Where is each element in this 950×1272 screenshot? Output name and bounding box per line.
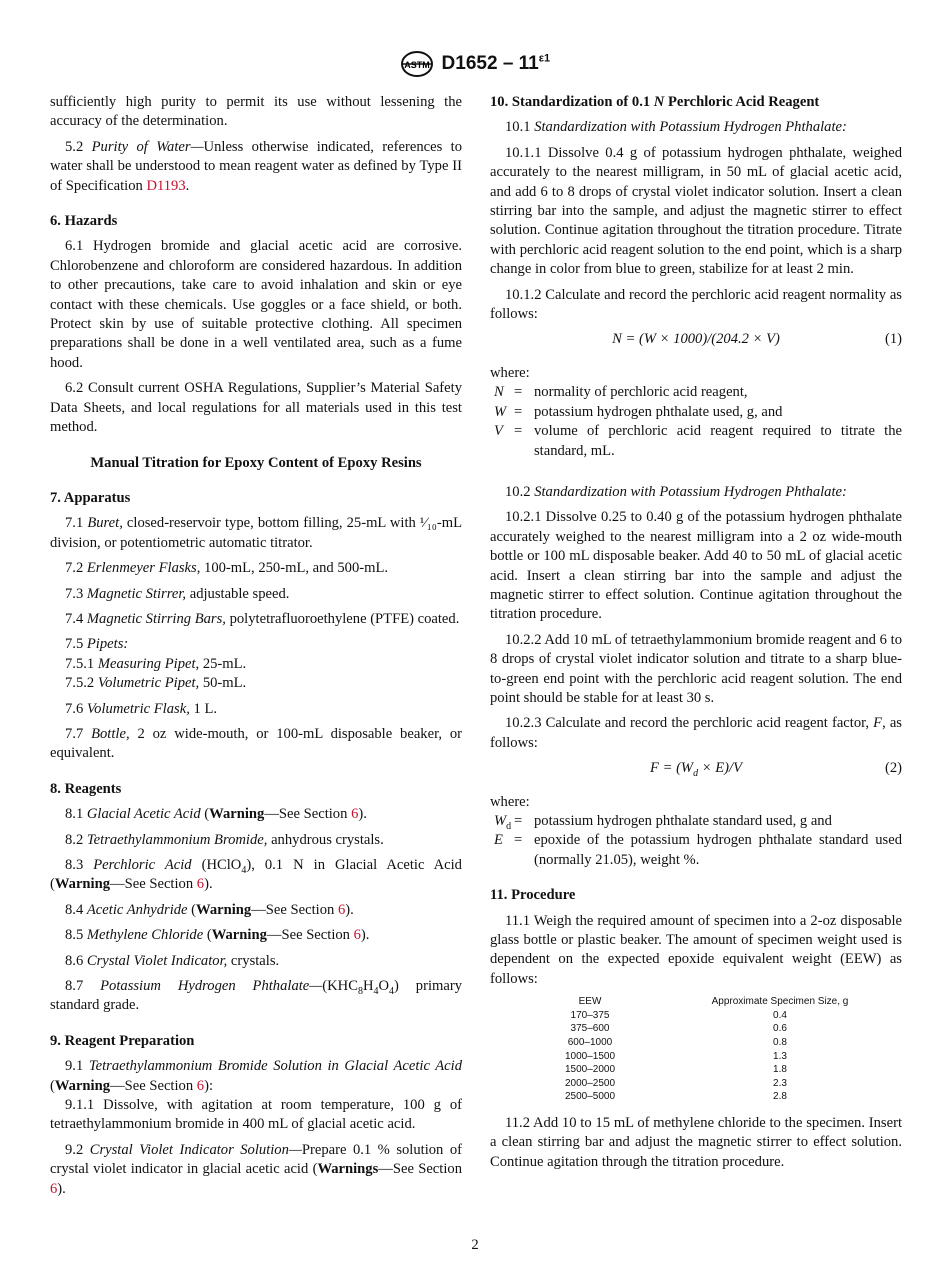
variable-description: volume of perchloric acid reagent required to titrate the standard, mL. [534, 423, 902, 459]
table-cell: 2000–2500 [564, 1077, 616, 1089]
paragraph [490, 714, 902, 753]
text-run: 9. Reagent Preparation [50, 1032, 195, 1049]
paragraph [490, 508, 902, 624]
variable-definition [490, 812, 902, 831]
table-cell: 2500–5000 [564, 1091, 616, 1103]
text-run: 5.2 [65, 138, 92, 155]
variable-symbol [490, 422, 514, 461]
text-run: —See Section [264, 806, 352, 823]
table-cell: 1500–2000 [564, 1064, 616, 1076]
variable-symbol [490, 812, 514, 831]
cross-reference-link[interactable]: 6 [353, 927, 361, 944]
paragraph [50, 559, 462, 578]
paragraph [50, 93, 462, 132]
table-row [520, 1063, 900, 1077]
paragraph [490, 1114, 902, 1172]
text-run: 11.1 Weigh the required amount of specimen into a 2-oz disposable glass bottle or plastic beaker. The amount of specimen weight used is dependent on the expected epoxide equivalent weight (EEW) as follows: [490, 912, 902, 987]
text-run: d [693, 768, 699, 780]
text-run: ). [57, 1180, 66, 1197]
text-run: 7.4 [65, 610, 87, 627]
paragraph [490, 793, 902, 812]
text-run: 7.2 [65, 560, 87, 577]
svg-text:ASTM: ASTM [404, 60, 430, 70]
text-run: 7.1 [65, 515, 88, 532]
cross-reference-link[interactable]: 6 [196, 1077, 205, 1094]
text-run: 11. Procedure [490, 887, 576, 904]
text-run: 4 [241, 864, 247, 876]
paragraph [50, 856, 462, 895]
text-run: Volumetric Flask, [86, 700, 190, 717]
symbol-text: W [494, 813, 507, 829]
variable-description: epoxide of the potassium hydrogen phthalate standard used (normally 21.05), weight %. [534, 832, 902, 868]
text-run: Standardization with Potassium Hydrogen Phthalate: [534, 483, 847, 500]
variable-definition [490, 383, 902, 402]
text-run: 10.1 [505, 119, 535, 136]
table-cell: 600–1000 [567, 1037, 613, 1049]
paragraph [50, 138, 462, 196]
text-run: 9.1 [65, 1058, 89, 1075]
section-heading [490, 886, 902, 905]
text-run: Standardization with Potassium Hydrogen Phthalate: [534, 119, 847, 136]
text-run: 9.1.1 Dissolve, with agitation at room temperature, 100 g of tetraethylammonium bromide in 400 mL of glacial acetic acid. [50, 1097, 462, 1133]
text-run: Crystal Violet Indicator Solution— [89, 1141, 302, 1158]
paragraph [50, 725, 462, 764]
variable-description: potassium hydrogen phthalate used, g, and [534, 403, 783, 420]
text-run: 25-mL. [199, 655, 247, 672]
right-column [490, 93, 902, 1178]
text-run: anhydrous crystals. [267, 831, 384, 848]
text-run: ). [358, 806, 367, 823]
text-run: Methylene Chloride [86, 927, 204, 944]
text-run: 1 L. [189, 700, 218, 717]
text-run: —See Section [110, 1077, 197, 1094]
text-run: —See Section [266, 927, 354, 944]
text-run: 7.3 [65, 585, 87, 602]
paragraph [50, 237, 462, 373]
text-run: Warning [54, 1077, 111, 1094]
text-run: 10.2.2 Add 10 mL of tetraethylammonium bromide reagent and 6 to 8 drops of crystal violet indicator solution and titrate to a sharp blue-to-green end point with the perchloric acid reagent solution. The end point should be stable for at least 30 s. [490, 631, 902, 706]
symbol-subscript: d [506, 820, 512, 832]
text-run: N = (W × 1000)/(204.2 × V) [612, 331, 780, 348]
text-run: Magnetic Stirrer, [86, 585, 187, 602]
text-run: Warning [211, 927, 267, 944]
text-run: Unless otherwise indicated, references to water shall be understood to mean reagent water as defined by Type II of Specification [50, 138, 462, 194]
column-header: EEW [578, 996, 602, 1008]
text-run: —See Section [251, 901, 338, 918]
section-heading [490, 93, 902, 112]
table-row [520, 1077, 900, 1091]
paragraph [50, 610, 462, 629]
table-row [520, 1090, 900, 1104]
text-run: where: [490, 793, 530, 810]
text-run: H [362, 978, 374, 995]
equals-sign: = [514, 403, 523, 420]
text-run: Purity of Water— [91, 138, 204, 155]
text-run: ( [203, 927, 212, 944]
text-run: ). [360, 927, 370, 944]
table-cell: 2.8 [773, 1091, 787, 1103]
table-cell: 0.6 [773, 1023, 787, 1035]
text-run: Warning [209, 806, 265, 823]
text-run: Tetraethylammonium Bromide Solution in Glacial Acetic Acid [88, 1058, 462, 1075]
paragraph [50, 901, 462, 920]
text-run: Erlenmeyer Flasks, [86, 560, 201, 577]
paragraph [490, 286, 902, 325]
cross-reference-link[interactable]: 6 [196, 876, 205, 893]
table-row [520, 1036, 900, 1050]
cross-reference-link[interactable]: 6 [351, 806, 359, 823]
text-run: F = (W [650, 760, 694, 777]
table-cell: 0.4 [773, 1009, 787, 1021]
table-cell: 2.3 [773, 1077, 787, 1089]
equation-number: (1) [884, 331, 902, 348]
variable-symbol [490, 403, 514, 422]
section-heading [50, 1032, 462, 1051]
equals-sign: = [514, 813, 523, 829]
column-header: Approximate Specimen Size, g [711, 996, 849, 1008]
text-run: , as follows: [490, 715, 902, 751]
paragraph [50, 379, 462, 437]
text-run: closed-reservoir type, bottom filling, 25-mL with ¹⁄₁₀-mL division, or potentiometric automatic titrator. [50, 515, 462, 551]
text-run: Warnings [317, 1161, 379, 1178]
paragraph [50, 655, 462, 674]
text-run: 7.5.2 [65, 675, 98, 692]
paragraph [490, 483, 902, 502]
paragraph [50, 514, 462, 553]
paragraph [50, 952, 462, 971]
symbol-text: N [494, 384, 504, 401]
text-run: 7.5 [65, 636, 87, 653]
text-run: where: [490, 364, 530, 381]
paragraph [490, 631, 902, 709]
table-row [520, 1009, 900, 1023]
paragraph [50, 700, 462, 719]
text-run: ) primary standard grade. [50, 978, 462, 1014]
text-run: Manual Titration for Epoxy Content of Epoxy Resins [90, 454, 422, 471]
paragraph [50, 1096, 462, 1135]
text-run: 6. Hazards [50, 213, 118, 230]
page-number: 2 [471, 1237, 479, 1253]
cross-reference-link[interactable]: 6 [337, 901, 346, 918]
symbol-text: E [494, 832, 503, 849]
section-heading [50, 454, 462, 473]
text-run: Warning [196, 901, 252, 918]
paragraph [50, 926, 462, 945]
designation-epsilon: ε1 [538, 52, 551, 65]
paragraph [490, 364, 902, 383]
text-run: Pipets: [86, 636, 129, 653]
text-run: sufficiently high purity to permit its use without lessening the accuracy of the determination. [50, 94, 462, 130]
variable-symbol [490, 383, 514, 402]
table-cell: 0.8 [773, 1037, 787, 1049]
text-run: 8.1 [65, 806, 87, 823]
paragraph [490, 912, 902, 990]
text-run: 100-mL, 250-mL, and 500-mL. [200, 560, 389, 577]
equals-sign: = [514, 384, 523, 401]
table-cell: 1.3 [773, 1050, 787, 1062]
paragraph [490, 118, 902, 137]
text-run: Tetraethylammonium Bromide, [86, 831, 268, 848]
table-cell: 170–375 [570, 1009, 610, 1021]
text-run: 8 [357, 985, 363, 997]
text-run: 7.6 [65, 700, 87, 717]
variable-definition [490, 403, 902, 422]
text-run: ( [200, 806, 210, 823]
paragraph [50, 805, 462, 824]
text-run: 9.2 [65, 1141, 90, 1158]
paragraph [50, 1057, 462, 1096]
specimen-size-table [520, 995, 900, 1104]
text-run: polytetrafluoroethylene (PTFE) coated. [225, 610, 460, 627]
text-run: N [653, 94, 665, 110]
text-run: Crystal Violet Indicator, [86, 952, 228, 969]
text-run: 11.2 Add 10 to 15 mL of methylene chloride to the specimen. Insert a clean stirring bar and adjust the magnetic stirrer to effect solution. Continue agitation through the titration procedure. [490, 1115, 902, 1170]
text-run: ( [50, 1077, 55, 1094]
cross-reference-link[interactable]: 6 [50, 1180, 58, 1197]
equation [490, 330, 902, 349]
text-run: Potassium Hydrogen Phthalate— [100, 978, 323, 995]
equation-number: (2) [884, 760, 902, 777]
text-run: ( [187, 901, 197, 918]
table-cell: 1.8 [773, 1064, 787, 1076]
text-run: (KHC [322, 978, 358, 995]
text-run: 10.1.1 Dissolve 0.4 g of potassium hydrogen phthalate, weighed accurately to the nearest milligram, in 50 mL of glacial acetic acid, and add 6 to 8 drops of crystal violet indicator solution. Insert a clean stirring bar into the sample, and adjust the magnetic stirrer to effect solution. Continue agitation throughout the titration procedure. Titrate with perchloric acid reagent solution to the end point, which is a sharp change in color from blue to green, stabilize for at least 2 min. [490, 144, 902, 278]
text-run: 10.2.1 Dissolve 0.25 to 0.40 g of the potassium hydrogen phthalate accurately weighed to the nearest milligram into a 2 oz wide-mouth bottle or 100 mL disposable beaker. Add 40 to 50 mL of glacial acetic acid. Insert a clean stirring bar into the sample and adjust the magnetic stirrer to effect solution. Continue agitation throughout the titration procedure. [490, 509, 902, 623]
text-run: Glacial Acetic Acid [86, 806, 201, 823]
text-run: 8.5 [65, 927, 87, 944]
text-run: Bottle, [91, 725, 130, 742]
paragraph [50, 674, 462, 693]
variable-definitions [490, 812, 902, 870]
text-run: 8.3 [65, 857, 94, 873]
text-run: adjustable speed. [186, 585, 290, 602]
text-run: —See Section [110, 876, 197, 893]
text-run: 2 oz wide-mouth, or 100-mL disposable beaker, or equivalent. [50, 725, 462, 762]
section-heading [50, 780, 462, 799]
symbol-text: W [494, 403, 507, 420]
text-run: —See Section [378, 1161, 462, 1178]
astm-logo-icon [400, 50, 434, 78]
text-run: Magnetic Stirring Bars, [86, 610, 226, 627]
text-run: 8. Reagents [50, 780, 122, 797]
variable-definition [490, 831, 902, 870]
table-cell: 375–600 [570, 1023, 610, 1035]
text-run: 4 [389, 985, 395, 997]
table-header-row [520, 995, 900, 1009]
text-run: Warning [54, 876, 111, 893]
variable-symbol [490, 831, 514, 870]
text-run: 10.2.3 Calculate and record the perchloric acid reagent factor, [505, 715, 874, 732]
text-run: Acetic Anhydride [86, 901, 188, 918]
text-run: 10. Standardization of 0.1 [490, 94, 654, 110]
cross-reference-link[interactable]: D1193 [146, 177, 186, 194]
paragraph [50, 831, 462, 850]
text-run: 6.2 Consult current OSHA Regulations, Supplier’s Material Safety Data Sheets, and local regulations for all materials used in this test method. [50, 380, 462, 436]
text-run: (HClO [191, 857, 242, 873]
text-run: ), 0.1 N in Glacial Acetic Acid ( [50, 857, 462, 893]
text-run: 7.7 [65, 725, 92, 742]
equals-sign: = [514, 423, 523, 440]
text-run: 8.7 [65, 978, 101, 995]
paragraph [490, 144, 902, 280]
table-row [520, 1022, 900, 1036]
left-column [50, 93, 462, 1205]
table-row [520, 1050, 900, 1064]
text-run: crystals. [227, 952, 280, 969]
variable-definitions [490, 383, 902, 461]
designation-number: D1652 – 11 [441, 53, 539, 75]
text-run: 7. Apparatus [50, 489, 131, 506]
section-heading [50, 489, 462, 508]
text-run: 7.5.1 [65, 655, 98, 672]
section-heading [50, 212, 462, 231]
text-run: 6.1 Hydrogen bromide and glacial acetic acid are corrosive. Chlorobenzene and chloroform are considered hazardous. In addition to other precautions, take care to avoid inhalation and skin or eye contact with these chemicals. Use goggles or a face shield, or both. Protect skin by use of suitable protective clothing. All specimen preparations shall be done in a well ventilated area, such as a fume hood. [50, 238, 462, 371]
text-run: 50-mL. [199, 675, 247, 692]
designation [442, 54, 551, 73]
text-run: 10.2 [505, 483, 535, 500]
symbol-text: V [494, 423, 503, 440]
text-run: Perchloric Acid Reagent [664, 94, 820, 110]
text-run: × E)/V [698, 760, 742, 777]
text-run: 8.6 [65, 952, 87, 969]
equals-sign: = [514, 832, 523, 849]
text-run: ). [204, 876, 213, 893]
text-run: Buret, [87, 515, 123, 532]
text-run: Perchloric Acid [93, 857, 192, 873]
variable-description: normality of perchloric acid reagent, [534, 384, 748, 401]
text-run: 8.4 [65, 901, 87, 918]
text-run: ). [345, 901, 354, 918]
paragraph [50, 977, 462, 1016]
text-run: 10.1.2 Calculate and record the perchloric acid reagent normality as follows: [490, 286, 902, 323]
text-run: Prepare 0.1 % solution of crystal violet indicator in glacial acetic acid ( [50, 1141, 462, 1178]
text-run: F [873, 715, 883, 732]
text-run: 8.2 [65, 831, 87, 848]
document-header [0, 50, 950, 78]
paragraph [50, 585, 462, 604]
equation [490, 759, 902, 778]
table-cell: 1000–1500 [564, 1050, 616, 1062]
text-run: O [378, 978, 390, 995]
text-run: ): [204, 1077, 213, 1094]
variable-description: potassium hydrogen phthalate standard used, g and [534, 813, 832, 829]
paragraph [50, 635, 462, 654]
text-run: . [185, 177, 190, 194]
text-run: Volumetric Pipet, [97, 675, 200, 692]
text-run: Measuring Pipet, [97, 655, 200, 672]
text-run: 4 [373, 985, 379, 997]
paragraph [50, 1141, 462, 1199]
variable-definition [490, 422, 902, 461]
